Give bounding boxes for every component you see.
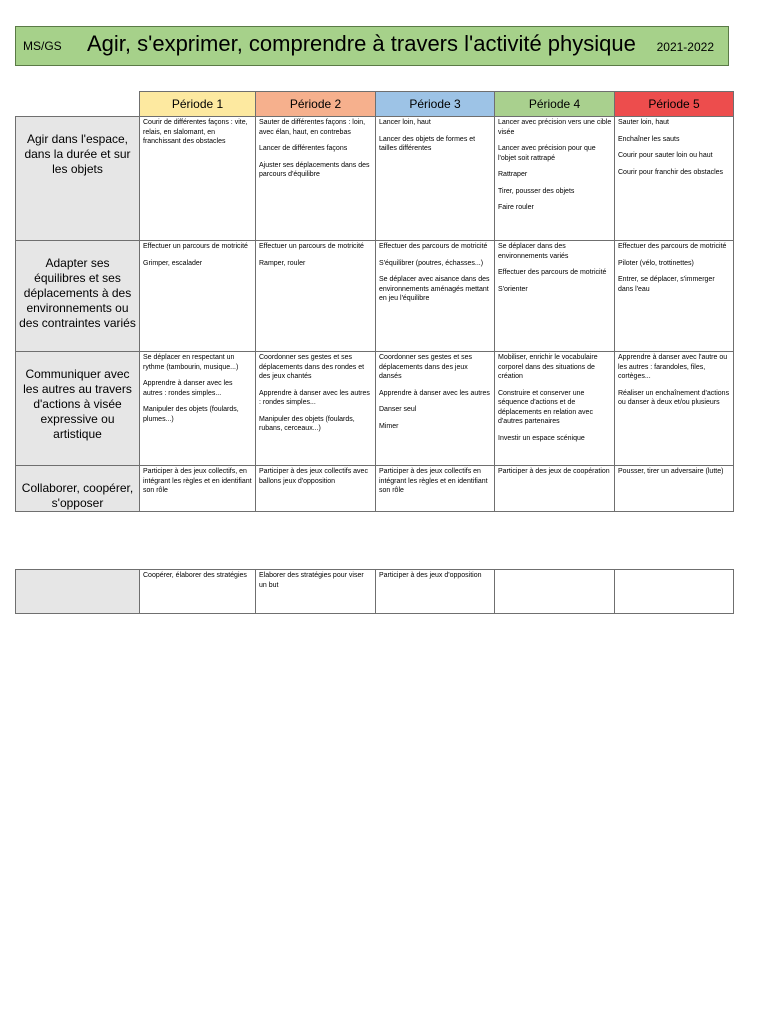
activity-cell <box>140 466 256 512</box>
activity-cell <box>256 117 376 241</box>
activity-cell <box>140 117 256 241</box>
activity-text: Courir de différentes façons : vite, relais, en slalomant, en franchissant des obstacles <box>143 119 248 145</box>
activity-text: Manipuler des objets (foulards, rubans, cerceaux...) <box>259 415 355 432</box>
table-row <box>16 241 734 352</box>
table-row <box>16 117 734 241</box>
activity-text: Apprendre à danser avec les autres : rondes simples... <box>143 380 233 397</box>
activity-cell <box>140 241 256 352</box>
period-header: Période 2 <box>256 92 376 117</box>
competency-label: Collaborer, coopérer, s'opposer <box>16 466 140 512</box>
activity-text: Manipuler des objets (foulards, plumes...) <box>143 406 239 423</box>
period-header: Période 5 <box>615 92 734 117</box>
activity-text: Mobiliser, enrichir le vocabulaire corporel dans des situations de création <box>498 354 598 380</box>
activity-text: Enchaîner les sauts <box>618 135 680 143</box>
activity-text: Apprendre à danser avec les autres <box>379 389 490 397</box>
activity-text: Coopérer, élaborer des stratégies <box>143 572 247 579</box>
activity-text: S'orienter <box>498 285 528 293</box>
activity-text: Participer à des jeux de coopération <box>498 468 610 475</box>
activity-text: Courir pour sauter loin ou haut <box>618 152 713 159</box>
activity-cell <box>376 570 495 614</box>
document-title: Agir, s'exprimer, comprendre à travers l'activité physique <box>87 31 636 56</box>
period-header: Période 4 <box>495 92 615 117</box>
competency-label: Communiquer avec les autres au travers d'actions à visée expressive ou artistique <box>16 352 140 466</box>
activity-text: Effectuer un parcours de motricité <box>259 243 364 250</box>
activity-text: Participer à des jeux collectifs, en intégrant les règles et en identifiant son rôle <box>143 468 252 494</box>
activity-text: S'équilibrer (poutres, échasses...) <box>379 259 484 267</box>
activity-text: Tirer, pousser des objets <box>498 187 575 195</box>
activity-text: Sauter de différentes façons : loin, avec élan, haut, en contrebas <box>259 119 366 136</box>
activity-cell <box>615 241 734 352</box>
activity-text: Piloter (vélo, trottinettes) <box>618 259 694 267</box>
activity-cell <box>256 466 376 512</box>
activity-cell <box>140 570 256 614</box>
activity-text: Entrer, se déplacer, s'immerger dans l'eau <box>618 276 715 293</box>
period-header-row <box>16 92 734 117</box>
period-header: Période 3 <box>376 92 495 117</box>
activity-cell <box>256 570 376 614</box>
activity-text: Effectuer des parcours de motricité <box>498 269 607 276</box>
activity-cell <box>615 466 734 512</box>
activity-text: Apprendre à danser avec les autres : rondes simples... <box>259 389 370 406</box>
activity-cell <box>376 352 495 466</box>
activity-text: Ajuster ses déplacements dans des parcours d'équilibre <box>259 161 370 178</box>
activity-text: Danser seul <box>379 406 417 413</box>
competency-label <box>16 570 140 614</box>
activity-cell <box>615 352 734 466</box>
table-row <box>16 570 734 614</box>
table-row <box>16 352 734 466</box>
activity-text: Faire rouler <box>498 204 534 211</box>
period-header: Période 1 <box>140 92 256 117</box>
activity-text: Lancer avec précision vers une cible visée <box>498 119 612 136</box>
corner-cell <box>16 92 140 117</box>
activity-text: Participer à des jeux collectifs en intégrant les règles et en identifiant son rôle <box>379 468 488 494</box>
activity-text: Lancer de différentes façons <box>259 145 348 152</box>
activity-text: Lancer avec précision pour que l'objet soit rattrapé <box>498 145 596 162</box>
activity-cell <box>615 117 734 241</box>
activity-cell <box>495 570 615 614</box>
activity-text: Lancer loin, haut <box>379 119 431 126</box>
activity-text: Elaborer des stratégies pour viser un but <box>259 572 364 589</box>
activity-text: Construire et conserver une séquence d'actions et de déplacements en relation avec d'autres partenaires <box>498 389 593 425</box>
progression-table <box>15 91 734 512</box>
activity-cell <box>495 466 615 512</box>
activity-text: Se déplacer avec aisance dans des environnements aménagés mettant en jeu l'équilibre <box>379 276 490 302</box>
school-year: 2021-2022 <box>656 40 714 54</box>
activity-text: Se déplacer en respectant un rythme (tambourin, musique...) <box>143 354 239 371</box>
activity-text: Investir un espace scénique <box>498 434 585 442</box>
activity-cell <box>140 352 256 466</box>
activity-cell <box>495 241 615 352</box>
document-header <box>15 26 729 66</box>
activity-text: Effectuer un parcours de motricité <box>143 243 248 250</box>
continuation-table <box>15 569 734 614</box>
activity-text: Effectuer des parcours de motricité <box>379 243 488 250</box>
class-level: MS/GS <box>23 39 62 53</box>
competency-label: Agir dans l'espace, dans la durée et sur les objets <box>16 117 140 241</box>
activity-text: Participer à des jeux collectifs avec ballons jeux d'opposition <box>259 468 368 485</box>
activity-text: Coordonner ses gestes et ses déplacements dans des rondes et des jeux chantés <box>259 354 365 380</box>
activity-text: Se déplacer dans des environnements variés <box>498 243 569 260</box>
activity-text: Pousser, tirer un adversaire (lutte) <box>618 468 724 475</box>
activity-text: Coordonner ses gestes et ses déplacements dans des jeux dansés <box>379 354 472 380</box>
activity-cell <box>615 570 734 614</box>
activity-cell <box>376 117 495 241</box>
competency-label: Adapter ses équilibres et ses déplacements à des environnements ou des contraintes variés <box>16 241 140 352</box>
activity-cell <box>256 241 376 352</box>
activity-text: Grimper, escalader <box>143 259 203 267</box>
activity-text: Rattraper <box>498 171 528 178</box>
activity-cell <box>256 352 376 466</box>
activity-text: Lancer des objets de formes et tailles différentes <box>379 135 476 152</box>
activity-text: Participer à des jeux d'opposition <box>379 572 482 579</box>
activity-cell <box>376 466 495 512</box>
activity-text: Mimer <box>379 422 399 430</box>
activity-text: Ramper, rouler <box>259 259 306 267</box>
activity-text: Courir pour franchir des obstacles <box>618 168 724 176</box>
activity-cell <box>495 352 615 466</box>
activity-text: Sauter loin, haut <box>618 119 669 126</box>
activity-cell <box>495 117 615 241</box>
activity-text: Effectuer des parcours de motricité <box>618 243 727 250</box>
activity-text: Apprendre à danser avec l'autre ou les autres : farandoles, files, cortèges... <box>618 354 728 380</box>
table-row <box>16 466 734 512</box>
activity-cell <box>376 241 495 352</box>
activity-text: Réaliser un enchaînement d'actions ou danser à deux et/ou plusieurs <box>618 389 730 406</box>
